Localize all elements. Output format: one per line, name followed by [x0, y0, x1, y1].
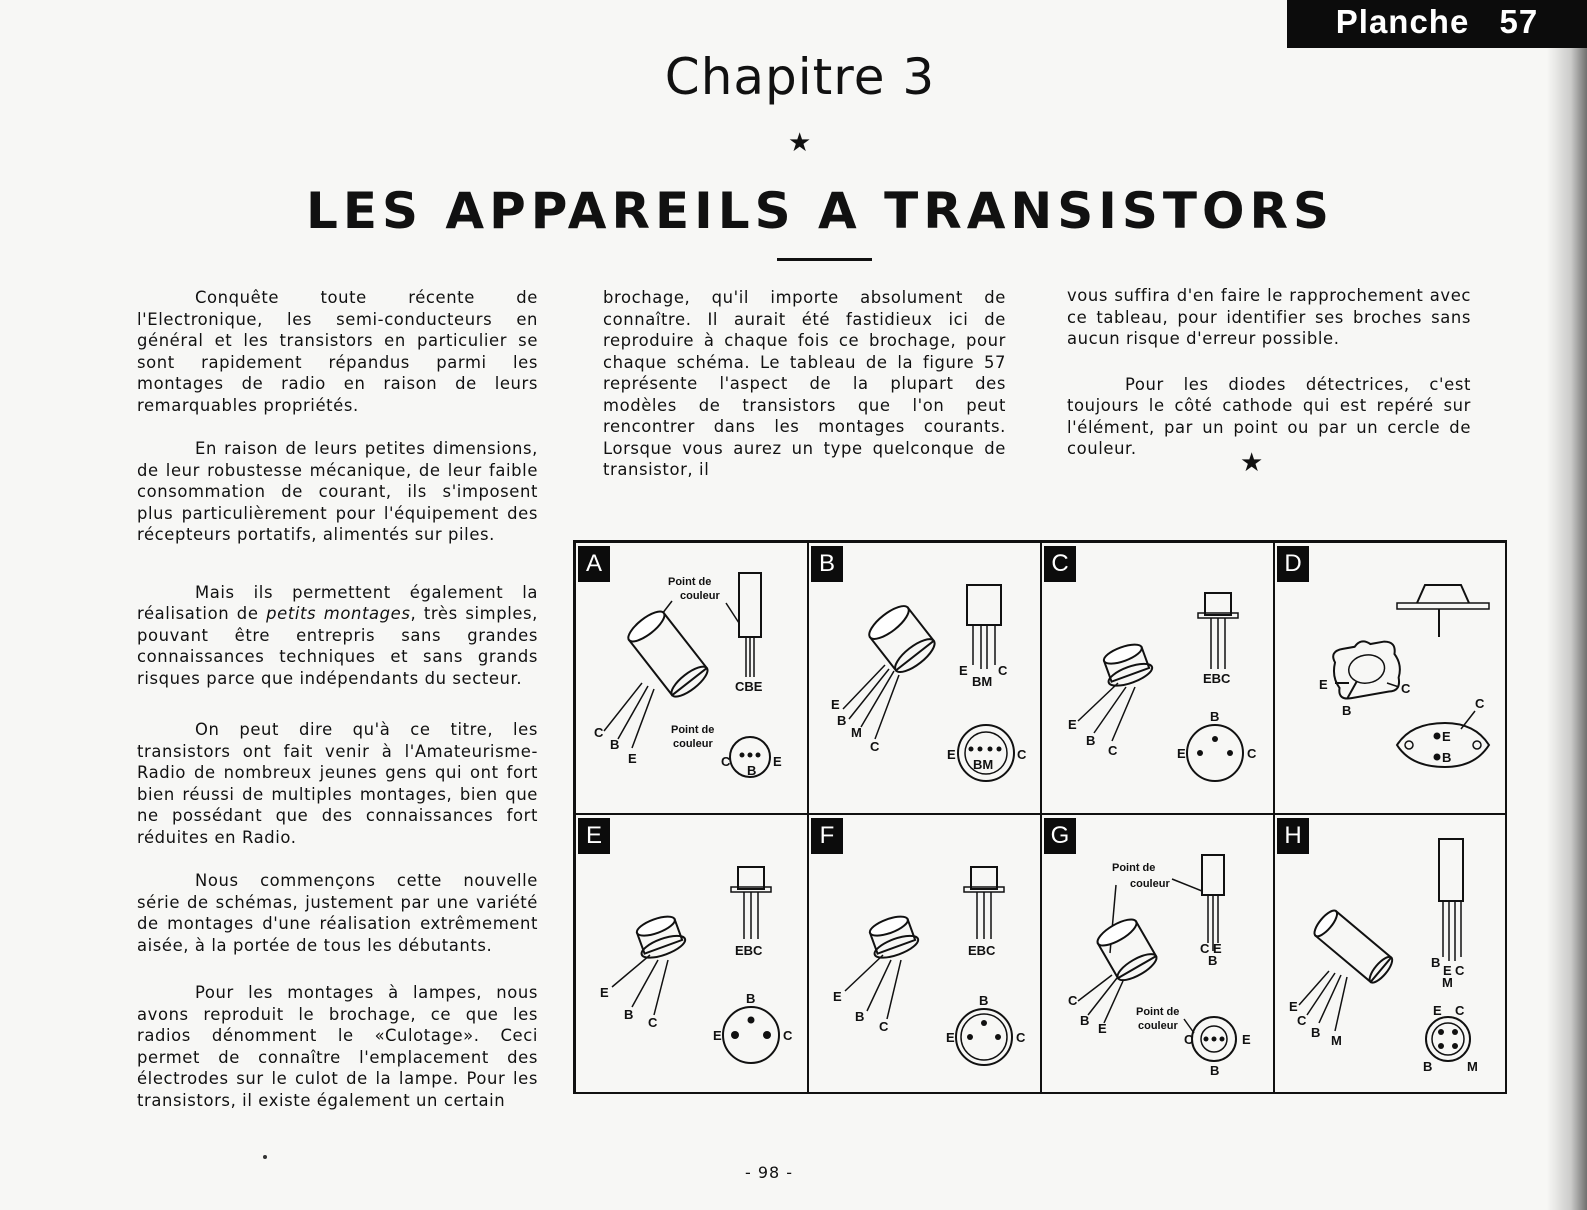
label: C	[879, 1019, 889, 1034]
column-3	[1067, 285, 1471, 460]
label: C	[1455, 1003, 1465, 1018]
paragraph: En raison de leurs petites dimensions, de leur robustesse mécanique, de leur faible consommation de courant, ils s'imposent plus particulièrement pour l'équipement des récepteurs portatifs, alimentés sur piles.	[137, 439, 538, 544]
transistor-table	[573, 540, 1507, 1094]
label: couleur	[1130, 878, 1170, 890]
panel-letter: G	[1044, 818, 1076, 854]
label: B	[1086, 733, 1096, 748]
panel-letter: C	[1044, 546, 1076, 582]
transistor-drawing	[1042, 543, 1275, 815]
page-number: - 98 -	[745, 1163, 794, 1182]
transistor-drawing	[1275, 543, 1507, 815]
label: couleur	[1138, 1020, 1178, 1032]
label: B	[1311, 1025, 1321, 1040]
label: B	[1442, 750, 1452, 765]
chapter-title: Chapitre 3	[664, 48, 936, 106]
label: C	[1017, 747, 1027, 762]
panel-e	[575, 814, 808, 1094]
label: B	[747, 763, 757, 778]
planche-badge	[1287, 0, 1587, 48]
label: B	[1210, 1063, 1220, 1078]
label: C	[1475, 696, 1485, 711]
label: B	[1210, 709, 1220, 724]
italic-text: petits montages	[266, 604, 411, 623]
label: E	[1242, 1032, 1251, 1047]
label: C	[594, 725, 604, 740]
label: BM	[972, 674, 993, 689]
panel-letter: D	[1277, 546, 1309, 582]
column-2	[603, 287, 1006, 481]
text: Mais ils permettent également la réalisation de	[137, 582, 538, 623]
paragraph: Pour les montages à lampes, nous avons reproduit le brochage, ce que les radios dénomment le «Culotage». Ceci permet de connaître l'emplacement des électrodes sur le culot de la lampe. Pour les transistors, il existe également un certain	[137, 983, 538, 1110]
paragraph: vous suffira d'en faire le rapprochement avec ce tableau, pour identifier ses broches sans aucun risque d'erreur possible.	[1067, 286, 1471, 348]
label: C	[783, 1028, 793, 1043]
panel-b	[808, 542, 1041, 814]
label: B	[1431, 955, 1441, 970]
panel-c	[1041, 542, 1274, 814]
panel-letter: E	[578, 818, 610, 854]
transistor-drawing	[1042, 815, 1275, 1095]
star-ornament: ★	[788, 128, 812, 158]
panel-letter: F	[811, 818, 843, 854]
label: E	[773, 754, 782, 769]
label: C	[870, 739, 880, 754]
panel-h	[1274, 814, 1506, 1094]
label: E	[1098, 1021, 1107, 1036]
label: EBC	[968, 943, 996, 958]
label: E	[946, 1030, 955, 1045]
label: E	[1442, 729, 1451, 744]
title-rule	[777, 258, 872, 261]
label: B	[624, 1007, 634, 1022]
label: Point de	[1136, 1006, 1180, 1018]
label: B	[855, 1009, 865, 1024]
page-edge-shadow	[1547, 48, 1587, 1210]
label: E	[600, 985, 609, 1000]
panel-d	[1274, 542, 1506, 814]
label: B	[979, 993, 989, 1008]
label: B	[1080, 1013, 1090, 1028]
panel-letter: A	[578, 546, 610, 582]
panel-a	[575, 542, 808, 814]
label: E	[1319, 677, 1328, 692]
label: E	[947, 747, 956, 762]
label: E	[833, 989, 842, 1004]
label: B	[1423, 1059, 1433, 1074]
panel-letter: H	[1277, 818, 1309, 854]
label: couleur	[673, 738, 713, 750]
label: B	[1208, 953, 1218, 968]
label: C	[1068, 993, 1078, 1008]
planche-word: Planche	[1335, 3, 1470, 40]
transistor-drawing	[809, 815, 1042, 1095]
label: CBE	[735, 679, 763, 694]
main-title: LES APPAREILS A TRANSISTORS	[305, 182, 1335, 240]
ink-dot	[263, 1155, 267, 1159]
label: couleur	[680, 590, 720, 602]
label: C	[998, 663, 1008, 678]
label: Point de	[671, 724, 715, 736]
label: M	[1467, 1059, 1478, 1074]
transistor-drawing	[1275, 815, 1507, 1095]
label: EBC	[735, 943, 763, 958]
label: C	[648, 1015, 658, 1030]
transistor-drawing	[576, 815, 809, 1095]
label: C E	[1200, 941, 1222, 956]
label: E	[959, 663, 968, 678]
label: B	[746, 991, 756, 1006]
panel-letter: B	[811, 546, 843, 582]
label: E	[831, 697, 840, 712]
panel-g	[1041, 814, 1274, 1094]
planche-number: 57	[1499, 3, 1539, 40]
label: C	[1184, 1032, 1194, 1047]
label: E	[1289, 999, 1298, 1014]
label: B	[1342, 703, 1352, 718]
label: B	[837, 713, 847, 728]
paragraph: On peut dire qu'à ce titre, les transistors ont fait venir à l'Amateurisme-Radio de nombreux jeunes gens qui ont fort bien réussi de multiples montages, bien que ne possédant que des connaissances fort réduites en Radio.	[137, 720, 538, 847]
label: Point de	[1112, 862, 1156, 874]
label: C	[1455, 963, 1465, 978]
transistor-drawing	[809, 543, 1042, 815]
paragraph: Conquête toute récente de l'Electronique, les semi-conducteurs en général et les transistors en particulier se sont rapidement répandus parmi les montages de radio en raison de leurs remarquables propriétés.	[137, 288, 538, 415]
label: E	[1433, 1003, 1442, 1018]
label: E	[1177, 746, 1186, 761]
label: E	[1443, 963, 1452, 978]
label: M	[1442, 975, 1453, 990]
label: C	[721, 754, 731, 769]
paragraph: brochage, qu'il importe absolument de connaître. Il aurait été fastidieux ici de reproduire à chaque fois ce brochage, pour chaque schéma. Le tableau de la figure 57 représente l'aspect de la plupart des modèles de transistors que l'on peut rencontrer dans les montages courants. Lorsque vous aurez un type quelconque de transistor, il	[603, 288, 1006, 479]
label: E	[1068, 717, 1077, 732]
label: EBC	[1203, 671, 1231, 686]
label: M	[851, 725, 862, 740]
paragraph: Pour les diodes détectrices, c'est toujours le côté cathode qui est repéré sur l'élément, par un point ou par un cercle de couleur.	[1067, 374, 1471, 458]
label: C	[1401, 681, 1411, 696]
label: C	[1297, 1013, 1307, 1028]
label: C	[1247, 746, 1257, 761]
label: E	[628, 751, 637, 766]
label: M	[1331, 1033, 1342, 1048]
label: C	[1016, 1030, 1026, 1045]
label: C	[1108, 743, 1118, 758]
label: BM	[973, 757, 994, 772]
paragraph: Nous commençons cette nouvelle série de schémas, justement par une variété de montages d'une réalisation extrêmement aisée, à la portée de tous les débutants.	[137, 871, 538, 955]
column-1	[137, 287, 538, 1111]
transistor-drawing	[576, 543, 809, 815]
label: B	[610, 737, 620, 752]
label: Point de	[668, 576, 712, 588]
paragraph	[137, 582, 538, 690]
panel-f	[808, 814, 1041, 1094]
text: , très simples, pouvant être entrepris sans grandes connaissances techniques et sans grands risques parce que indépendants du secteur.	[137, 604, 538, 688]
label: E	[713, 1028, 722, 1043]
star-ornament: ★	[1240, 448, 1264, 478]
